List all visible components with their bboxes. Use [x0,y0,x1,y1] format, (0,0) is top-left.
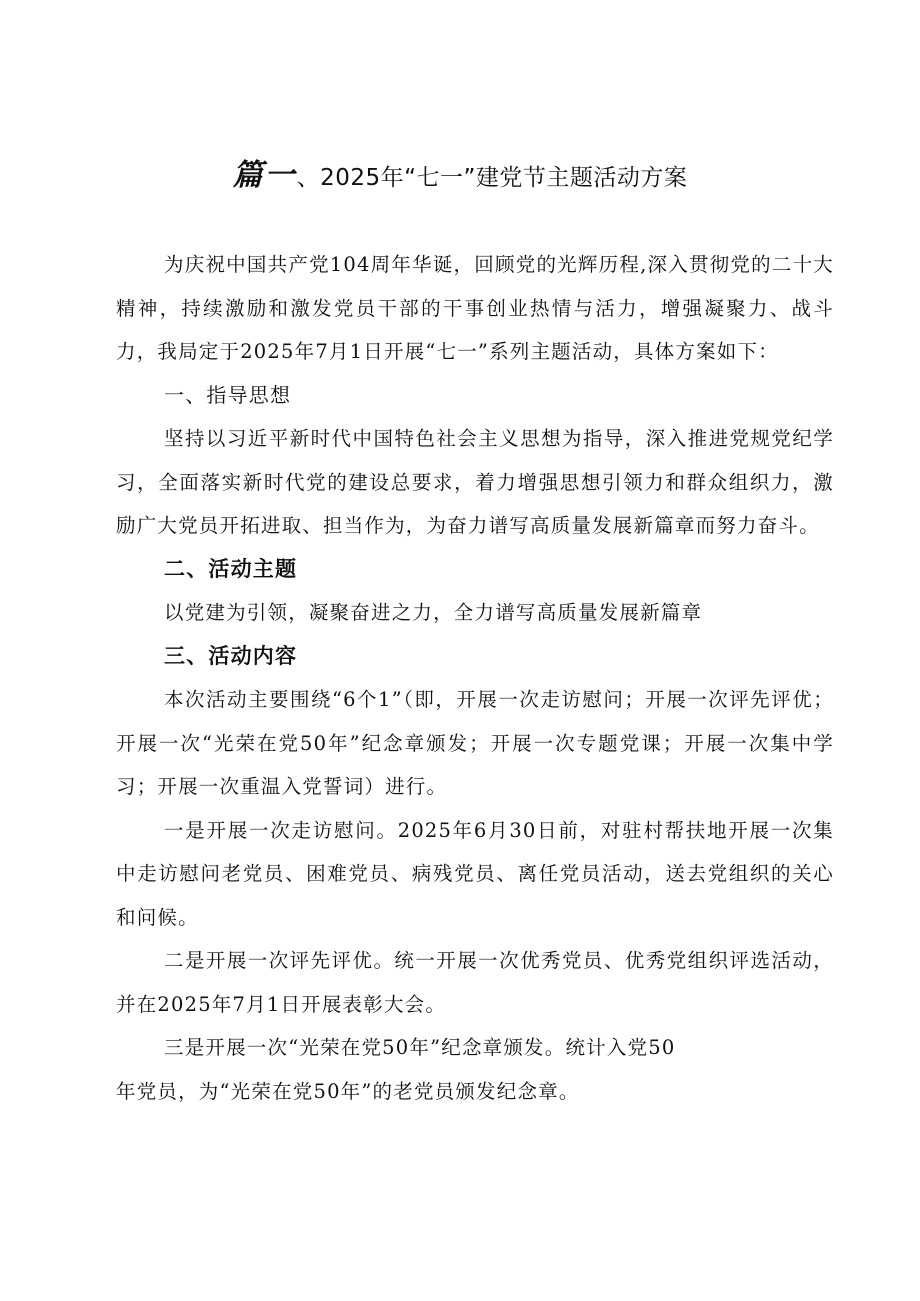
item-1-paragraph: 一是开展一次走访慰问。2025年6月30日前，对驻村帮扶地开展一次集中走访慰问老党员、困难党员、病残党员、离任党员活动，送去党组织的关心和问候。 [116,818,834,929]
section-1-heading: 一、指导思想 [164,382,292,407]
document-title [0,150,920,194]
title-rest: 、2025年“七一”建党节主题活动方案 [296,165,688,191]
title-lead: 篇一 [232,158,297,193]
section-3-paragraph: 本次活动主要围绕“6个1”（即，开展一次走访慰问；开展一次评先评优；开展一次“光荣在党50年”纪念章颁发；开展一次专题党课；开展一次集中学习；开展一次重温入党誓词）进行。 [116,688,834,798]
section-2-heading: 二、活动主题 [164,556,298,581]
section-3-heading: 三、活动内容 [164,643,298,668]
item-2-paragraph: 二是开展一次评先评优。统一开展一次优秀党员、优秀党组织评选活动，并在2025年7月1日开展表彰大会。 [116,949,834,1016]
section-2-paragraph: 以党建为引领，凝聚奋进之力，全力谱写高质量发展新篇章 [164,601,703,624]
document-body [116,243,834,1113]
item-3-paragraph [116,1026,834,1113]
intro-paragraph: 为庆祝中国共产党104周年华诞，回顾党的光辉历程,深入贯彻党的二十大精神，持续激励和激发党员干部的干事创业热情与活力，增强凝聚力、战斗力，我局定于2025年7月1日开展“七一”系列主题活动，具体方案如下： [116,253,834,363]
item-3-line-1: 三是开展一次“光荣在党50年”纪念章颁发。统计入党50 [164,1036,676,1059]
section-1-paragraph: 坚持以习近平新时代中国特色社会主义思想为指导，深入推进党规党纪学习，全面落实新时代党的建设总要求，着力增强思想引领力和群众组织力，激励广大党员开拓进取、担当作为，为奋力谱写高质量发展新篇章而努力奋斗。 [116,427,834,537]
item-3-line-2: 年党员，为“光荣在党50年”的老党员颁发纪念章。 [116,1079,580,1103]
